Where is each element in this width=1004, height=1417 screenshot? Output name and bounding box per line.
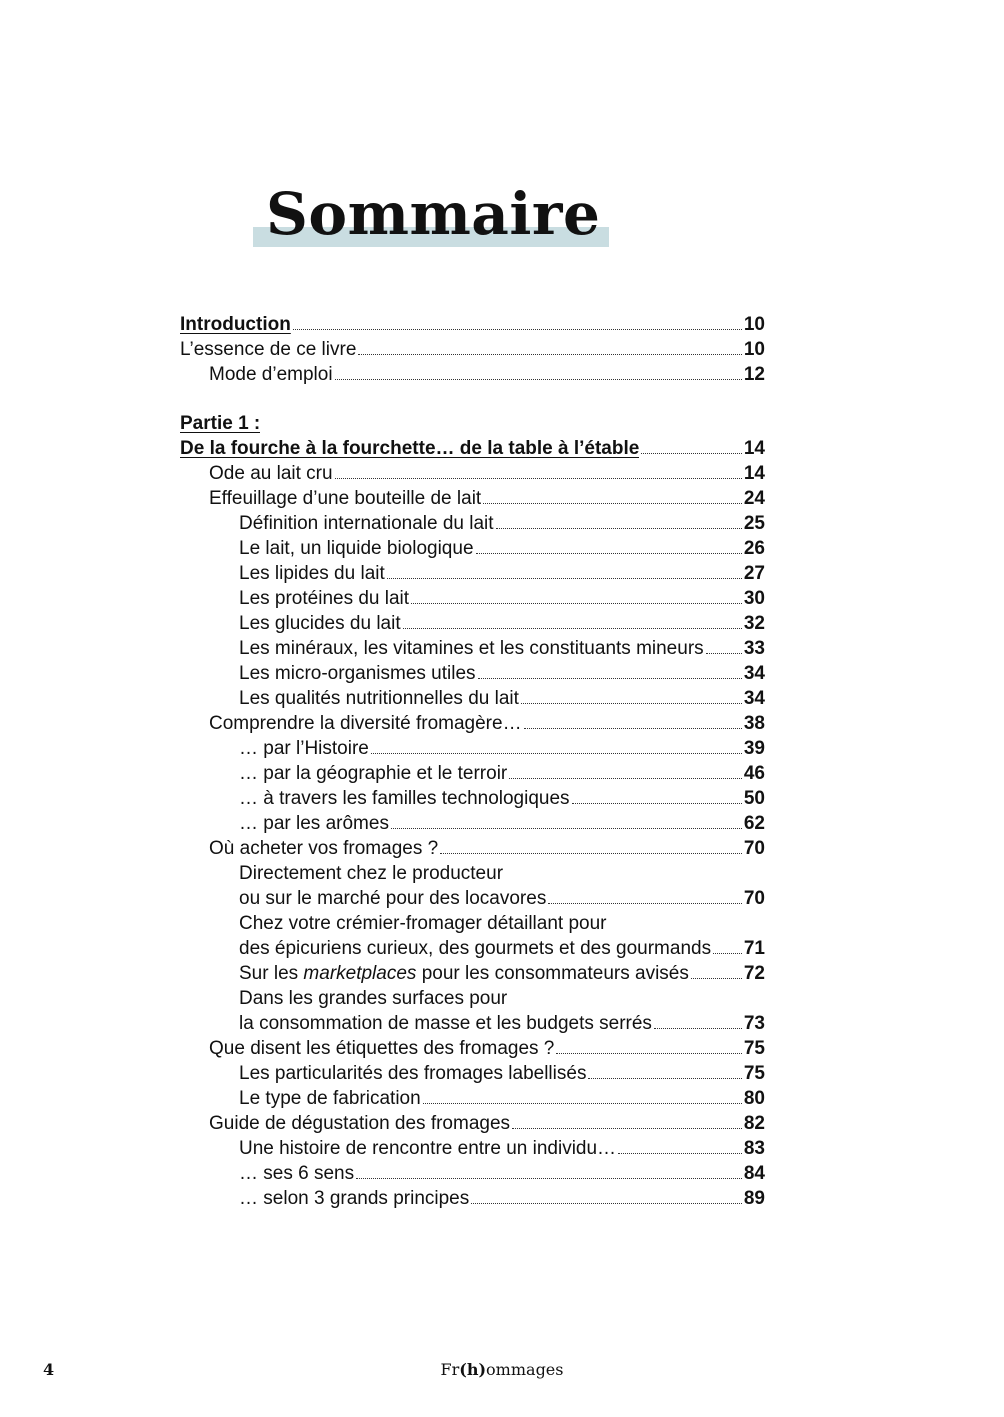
toc-entry-label: Effeuillage d’une bouteille de lait [209,488,482,509]
toc-page-number: 46 [743,763,765,784]
toc-page-number: 10 [743,314,765,335]
dot-leader [371,753,742,754]
toc-entry-label: Où acheter vos fromages ? [209,838,439,859]
toc-entry-label: … par la géographie et le terroir [239,763,508,784]
toc-page-number: 24 [743,488,765,509]
dot-leader [403,628,742,629]
dot-leader [641,453,742,454]
toc-entry-micro-organismes[interactable] [180,661,765,686]
toc-entry-label: Introduction [180,314,291,335]
toc-page-number: 82 [743,1113,765,1134]
dot-leader [335,478,742,479]
toc-entry-proteines[interactable] [180,586,765,611]
toc-page-number: 10 [743,339,765,360]
toc-entry-principes[interactable] [180,1186,765,1211]
book-title-prefix: Fr [440,1360,460,1379]
book-title-paren-close: ) [478,1360,487,1379]
toc-entry-definition[interactable] [180,511,765,536]
dot-leader [358,354,741,355]
toc-page-number: 80 [743,1088,765,1109]
toc-entry-cremier-line1[interactable] [180,911,765,936]
toc-entry-label: Directement chez le producteur [239,863,504,884]
toc-entry-acheter[interactable] [180,836,765,861]
toc-page-number: 62 [743,813,765,834]
toc-entry-glucides[interactable] [180,611,765,636]
toc-entry-label: De la fourche à la fourchette… de la table à l’étable [180,438,640,459]
dot-leader [471,1203,742,1204]
toc-entry-label: Les protéines du lait [239,588,410,609]
book-title-paren-open: ( [459,1360,467,1379]
toc-entry-introduction[interactable] [180,312,765,337]
toc-entry-label: Le lait, un liquide biologique [239,538,474,559]
toc-page-number: 25 [743,513,765,534]
toc-entry-histoire[interactable] [180,736,765,761]
toc-entry-label: Chez votre crémier-fromager détaillant pour [239,913,607,934]
dot-leader [391,828,742,829]
toc-entry-diversite[interactable] [180,711,765,736]
toc-label-italic: marketplaces [303,963,417,984]
toc-entry-aromes[interactable] [180,811,765,836]
toc-page-number: 26 [743,538,765,559]
toc-entry-label: … par les arômes [239,813,389,834]
toc-entry-marketplaces[interactable] [180,961,765,986]
toc-entry-label: Que disent les étiquettes des fromages ? [209,1038,555,1059]
toc-page-number: 30 [743,588,765,609]
toc-entry-fabrication[interactable] [180,1086,765,1111]
toc-entry-sens[interactable] [180,1161,765,1186]
dot-leader [713,953,742,954]
dot-leader [483,503,742,504]
toc-entry-label: L’essence de ce livre [180,339,357,360]
toc-part-heading [180,411,765,436]
toc-entry-label [239,961,689,986]
spacer [180,387,765,411]
toc-page-number: 27 [743,563,765,584]
toc-page-number: 83 [743,1138,765,1159]
toc-page-number: 70 [743,838,765,859]
toc-entry-label: … ses 6 sens [239,1163,355,1184]
toc-entry-label: Les minéraux, les vitamines et les constituants mineurs [239,638,704,659]
toc-entry-geographie[interactable] [180,761,765,786]
dot-leader [509,778,742,779]
toc-entry-labellises[interactable] [180,1061,765,1086]
toc-entry-label: des épicuriens curieux, des gourmets et des gourmands [239,938,712,959]
toc-entry-label: Une histoire de rencontre entre un individu… [239,1138,617,1159]
page-number: 4 [43,1360,55,1379]
toc-page-number: 12 [743,364,765,385]
toc-entry-effeuillage[interactable] [180,486,765,511]
toc-entry-essence[interactable] [180,337,765,362]
dot-leader [293,329,742,330]
toc-entry-label: Les glucides du lait [239,613,401,634]
table-of-contents [180,312,765,1211]
dot-leader [476,553,742,554]
page-title: Sommaire [266,180,601,248]
toc-entry-label: Mode d’emploi [209,364,333,385]
toc-entry-producteur-line1[interactable] [180,861,765,886]
toc-part-label: Partie 1 : [180,413,261,434]
toc-page-number: 89 [743,1188,765,1209]
dot-leader [654,1028,742,1029]
toc-page-number: 71 [743,938,765,959]
dot-leader [691,978,742,979]
toc-entry-cremier[interactable] [180,936,765,961]
dot-leader [411,603,742,604]
toc-entry-label: Dans les grandes surfaces pour [239,988,508,1009]
toc-page-number: 75 [743,1038,765,1059]
toc-entry-label: Les micro-organismes utiles [239,663,476,684]
toc-entry-label: Définition internationale du lait [239,513,494,534]
toc-page-number: 75 [743,1063,765,1084]
toc-page-number: 34 [743,663,765,684]
dot-leader [524,728,742,729]
toc-entry-label: Les qualités nutritionnelles du lait [239,688,519,709]
toc-entry-label: Le type de fabrication [239,1088,421,1109]
toc-entry-liquide[interactable] [180,536,765,561]
toc-page-number: 39 [743,738,765,759]
toc-page-number: 38 [743,713,765,734]
toc-label-suffix: pour les consommateurs avisés [421,963,689,984]
dot-leader [512,1128,742,1129]
toc-entry-ode[interactable] [180,461,765,486]
toc-entry-label: … selon 3 grands principes [239,1188,470,1209]
dot-leader [496,528,742,529]
title-block [253,178,609,250]
dot-leader [572,803,742,804]
toc-entry-label: Les particularités des fromages labellisés [239,1063,587,1084]
toc-page-number: 50 [743,788,765,809]
dot-leader [356,1178,742,1179]
toc-entry-label: Guide de dégustation des fromages [209,1113,511,1134]
dot-leader [548,903,742,904]
toc-page-number: 33 [743,638,765,659]
toc-entry-lipides[interactable] [180,561,765,586]
toc-entry-label: Ode au lait cru [209,463,333,484]
toc-entry-degustation[interactable] [180,1111,765,1136]
dot-leader [556,1053,741,1054]
book-title-suffix: ommages [486,1360,564,1379]
toc-page-number: 14 [743,463,765,484]
toc-entry-part1[interactable] [180,436,765,461]
book-title-bold-letter: h [466,1360,479,1379]
toc-entry-qualites[interactable] [180,686,765,711]
toc-entry-surfaces[interactable] [180,1011,765,1036]
dot-leader [335,379,742,380]
toc-label-prefix: Sur les [239,963,299,984]
toc-entry-surfaces-line1[interactable] [180,986,765,1011]
toc-entry-familles[interactable] [180,786,765,811]
toc-entry-label: … à travers les familles technologiques [239,788,570,809]
toc-entry-label: la consommation de masse et les budgets serrés [239,1013,652,1034]
toc-page-number: 72 [743,963,765,984]
toc-page-number: 32 [743,613,765,634]
dot-leader [706,653,742,654]
toc-page-number: 84 [743,1163,765,1184]
toc-entry-label: Comprendre la diversité fromagère… [209,713,522,734]
dot-leader [387,578,742,579]
toc-entry-label: Les lipides du lait [239,563,385,584]
toc-entry-etiquettes[interactable] [180,1036,765,1061]
toc-entry-rencontre[interactable] [180,1136,765,1161]
dot-leader [440,853,742,854]
toc-page-number: 34 [743,688,765,709]
toc-page-number: 73 [743,1013,765,1034]
toc-entry-mode-emploi[interactable] [180,362,765,387]
toc-entry-producteur[interactable] [180,886,765,911]
dot-leader [521,703,742,704]
toc-entry-mineraux[interactable] [180,636,765,661]
book-title-footer [0,1360,1004,1379]
toc-entry-label: ou sur le marché pour des locavores [239,888,547,909]
toc-page-number: 14 [743,438,765,459]
dot-leader [618,1153,742,1154]
dot-leader [478,678,742,679]
dot-leader [588,1078,741,1079]
toc-entry-label: … par l’Histoire [239,738,369,759]
dot-leader [423,1103,742,1104]
toc-page-number: 70 [743,888,765,909]
